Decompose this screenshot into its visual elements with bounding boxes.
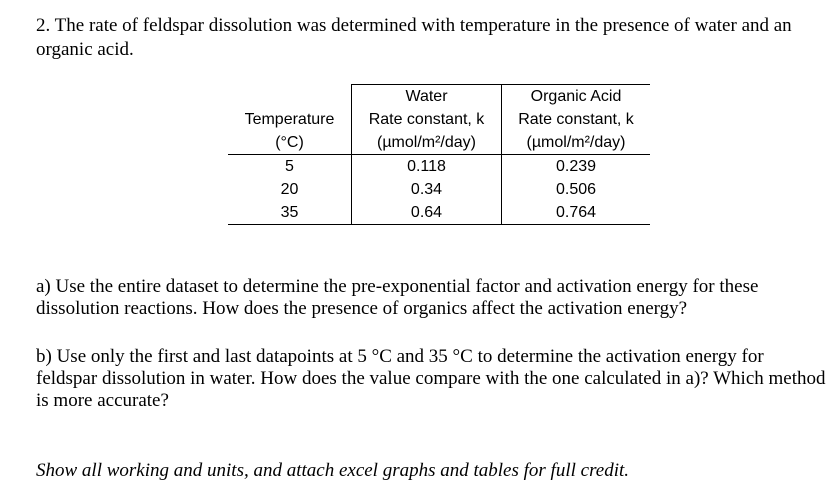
question-part-a: a) Use the entire dataset to determine the pre-exponential factor and activation energy for these dissolution reactions. How does the presence of organics affect the activation energy? [36, 276, 759, 319]
instructions-note: Show all working and units, and attach excel graphs and tables for full credit. [36, 460, 630, 481]
header-temperature-line1: Temperature [228, 108, 352, 131]
header-organic-acid: Organic Acid [502, 85, 651, 109]
cell-water-k: 0.64 [352, 201, 502, 225]
cell-temperature: 5 [228, 155, 352, 179]
header-water-line1: Rate constant, k [352, 108, 502, 131]
cell-organic-k: 0.506 [555, 181, 597, 198]
cell-temperature: 35 [228, 201, 352, 225]
dissolution-data-table [228, 84, 650, 225]
header-water: Water [352, 85, 502, 109]
header-temperature-unit: (°C) [228, 131, 352, 155]
table-row [228, 201, 650, 225]
question-intro: 2. The rate of feldspar dissolution was determined with temperature in the presence of water and an organic acid. [36, 15, 792, 60]
cell-water-k: 0.34 [352, 178, 502, 201]
cell-organic-k: 0.239 [555, 158, 597, 175]
table-row [228, 178, 650, 201]
cell-organic-k: 0.764 [502, 201, 651, 225]
header-organic-line1: Rate constant, k [518, 111, 634, 128]
header-water-unit: (µmol/m²/day) [352, 131, 502, 155]
cell-temperature: 20 [228, 178, 352, 201]
question-part-b: b) Use only the first and last datapoints at 5 °C and 35 °C to determine the activation energy for feldspar dissolution in water. How does the value compare with the one calculated in a)? Which method is more accurate? [36, 346, 826, 411]
data-table-container [228, 84, 650, 225]
header-organic-unit: (µmol/m²/day) [502, 131, 651, 155]
header-blank-cell [228, 85, 352, 109]
cell-water-k: 0.118 [352, 155, 502, 179]
table-row [228, 155, 650, 179]
